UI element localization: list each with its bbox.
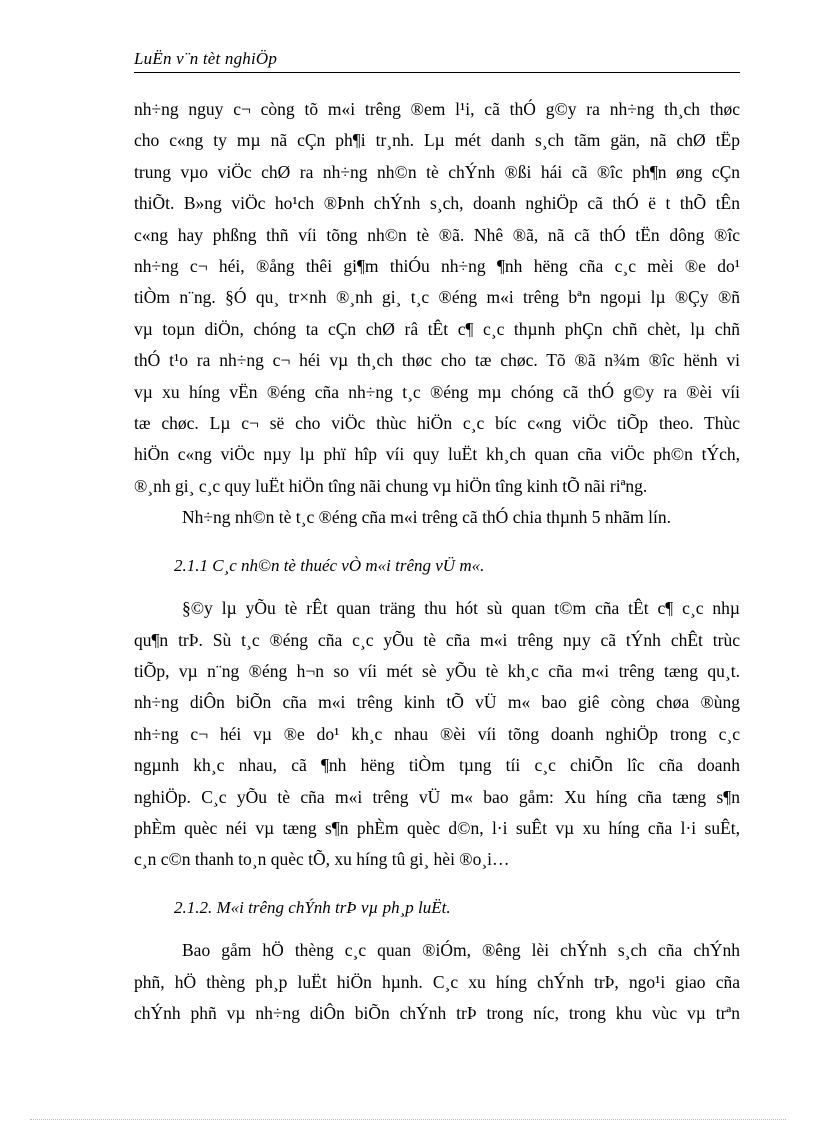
- text-line: trung vµo viÖc chØ ra nh÷ng nh©n tè chÝnh ®ßi hái cã ®îc ph¶n øng cÇn: [134, 161, 740, 182]
- section-heading-politics: 2.1.2. M«i trêng chÝnh trÞ vµ ph¸p luËt.: [174, 897, 451, 917]
- text-line: nh÷ng diÔn biÕn cña m«i trêng kinh tÕ vÜ m« bao giê còng chøa ®ùng: [134, 692, 740, 713]
- text-line: thiÕt. B»ng viÖc ho¹ch ®Þnh chÝnh s¸ch, doanh nghiÖp cã thÓ ë t thÕ tÊn: [134, 193, 740, 214]
- text-line: c¸n c©n thanh to¸n quèc tÕ, xu híng tû gi¸ hèi ®o¸i…: [134, 849, 510, 870]
- text-line: ®¸nh gi¸ c¸c quy luËt hiÖn tîng nãi chung vµ hiÖn tîng kinh tÕ nãi riªng.: [134, 475, 648, 496]
- page-bottom-divider: [30, 1119, 786, 1120]
- section-heading-macro: 2.1.1 C¸c nh©n tè thuéc vÒ m«i trêng vÜ m«.: [174, 555, 485, 575]
- text-line: thÓ t¹o ra nh÷ng c¬ héi vµ th¸ch thøc cho tæ chøc. Tõ ®ã n¾m ®îc hënh vi: [134, 350, 740, 371]
- text-line: c«ng hay phßng thñ víi tõng nh©n tè ®ã. Nhê ®ã, nã cã thÓ tËn dông ®îc: [134, 224, 740, 245]
- header-title: LuËn v¨n tèt nghiÖp: [134, 49, 278, 68]
- page-header: [134, 46, 740, 73]
- paragraph-politics: [134, 935, 740, 1029]
- text-line: nh÷ng nguy c¬ còng tõ m«i trêng ®em l¹i, cã thÓ g©y ra nh÷ng th¸ch thøc: [134, 99, 740, 119]
- text-line: Nh÷ng nh©n tè t¸c ®éng cña m«i trêng cã thÓ chia thµnh 5 nhãm lín.: [182, 507, 672, 528]
- text-line: nh÷ng c¬ héi vµ ®e do¹ kh¸c nhau ®èi víi tõng doanh nghiÖp trong c¸c: [134, 723, 740, 744]
- paragraph-macro: [134, 593, 740, 876]
- text-line: tæ chøc. Lµ c¬ së cho viÖc thùc hiÖn c¸c bíc c«ng viÖc tiÕp theo. Thùc: [134, 413, 740, 434]
- text-line: vµ toµn diÖn, chóng ta cÇn chØ râ tÊt c¶ c¸c thµnh phÇn chñ chèt, lµ chñ: [134, 318, 740, 339]
- text-line: chÝnh phñ vµ nh÷ng diÔn biÕn chÝnh trÞ trong níc, trong khu vùc vµ trªn: [134, 1002, 740, 1023]
- text-line: nghiÖp. C¸c yÕu tè cña m«i trêng vÜ m« bao gåm: Xu híng cña tæng s¶n: [134, 786, 740, 807]
- text-line: tiÒm n¨ng. §Ó qu¸ tr×nh ®¸nh gi¸ t¸c ®éng m«i trêng bªn ngoµi lµ ®Çy ®ñ: [134, 287, 740, 308]
- text-line: vµ xu híng vËn ®éng cña nh÷ng t¸c ®éng mµ chóng cã thÓ g©y ra ®èi víi: [134, 381, 740, 402]
- text-line: phÈm quèc néi vµ tæng s¶n phÈm quèc d©n, l·i suÊt vµ xu híng cña l·i suÊt,: [134, 817, 740, 838]
- text-line: ngµnh kh¸c nhau, cã ¶nh hëng tiÒm tµng tíi c¸c chiÕn lîc cña doanh: [134, 755, 740, 776]
- document-body: [134, 94, 740, 1029]
- text-line: Bao gåm hÖ thèng c¸c quan ®iÓm, ®êng lèi chÝnh s¸ch cña chÝnh: [182, 940, 740, 961]
- text-line: qu¶n trÞ. Sù t¸c ®éng cña c¸c yÕu tè cña m«i trêng nµy cã tÝnh chÊt trùc: [134, 629, 740, 650]
- text-line: nh÷ng c¬ héi, ®ång thêi gi¶m thiÓu nh÷ng ¶nh hëng cña c¸c mèi ®e do¹: [134, 256, 740, 277]
- text-line: phñ, hÖ thèng ph¸p luËt hiÖn hµnh. C¸c xu híng chÝnh trÞ, ngo¹i giao cña: [134, 971, 740, 992]
- text-line: cho c«ng ty mµ nã cÇn ph¶i tr¸nh. Lµ mét danh s¸ch tãm gän, nã chØ tËp: [134, 130, 740, 151]
- text-line: tiÕp, vµ n¨ng ®éng h¬n so víi mét sè yÕu tè kh¸c cña m«i trêng tæng qu¸t.: [134, 660, 740, 681]
- text-line: §©y lµ yÕu tè rÊt quan träng thu hót sù quan t©m cña tÊt c¶ c¸c nhµ: [182, 598, 740, 619]
- paragraph-intro: [134, 94, 740, 502]
- text-line: hiÖn c«ng viÖc nµy lµ phï hîp víi quy luËt kh¸ch quan cña viÖc ph©n tÝch,: [134, 444, 740, 465]
- paragraph-groups: [134, 502, 740, 533]
